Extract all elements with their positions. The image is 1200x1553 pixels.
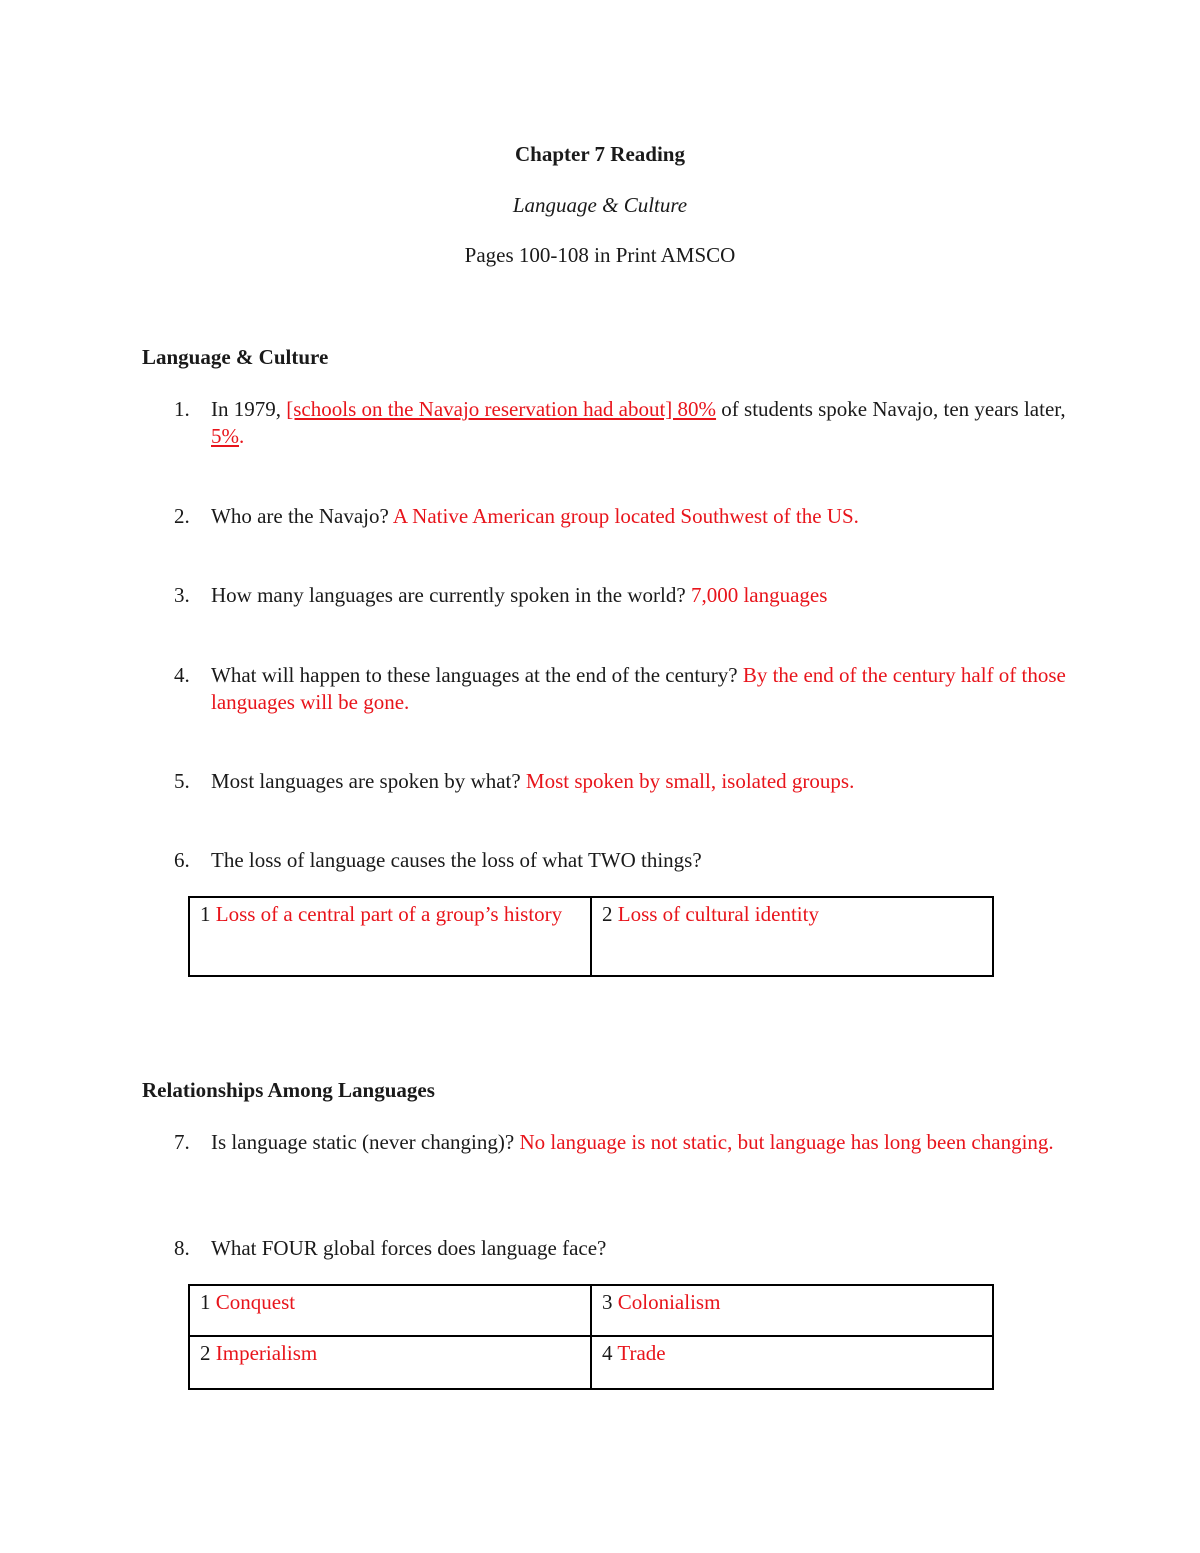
table-cell bbox=[591, 1285, 993, 1336]
cell-number: 4 bbox=[602, 1341, 618, 1365]
answer-table-four-forces bbox=[188, 1284, 994, 1390]
question-prompt: What will happen to these languages at the end of the century? bbox=[211, 663, 743, 687]
question-text bbox=[211, 503, 1071, 530]
question-number: 2. bbox=[174, 504, 190, 528]
cell-number: 2 bbox=[200, 1341, 216, 1365]
cell-number: 3 bbox=[602, 1290, 618, 1314]
answer-text: Most spoken by small, isolated groups. bbox=[525, 769, 855, 793]
answer-table-two-things bbox=[188, 896, 994, 977]
question-text bbox=[211, 662, 1071, 716]
section-heading-relationships: Relationships Among Languages bbox=[142, 1078, 435, 1102]
answer-period: . bbox=[239, 424, 245, 448]
table-row bbox=[189, 1336, 993, 1389]
question-text bbox=[211, 768, 1071, 795]
cell-number: 1 bbox=[200, 902, 216, 926]
answer-text: Loss of cultural identity bbox=[617, 902, 819, 926]
question-number: 8. bbox=[174, 1236, 190, 1260]
table-cell bbox=[189, 1285, 591, 1336]
question-prefix: In 1979, bbox=[211, 397, 287, 421]
section-heading-language-culture: Language & Culture bbox=[142, 345, 329, 369]
table-row bbox=[189, 1285, 993, 1336]
question-text bbox=[211, 1129, 1071, 1156]
question-text: The loss of language causes the loss of what TWO things? bbox=[211, 848, 702, 872]
table-row bbox=[189, 897, 993, 976]
table-cell bbox=[591, 897, 993, 976]
answer-text: A Native American group located Southwest of the US. bbox=[392, 504, 859, 528]
question-text: What FOUR global forces does language face? bbox=[211, 1236, 607, 1260]
answer-text: [schools on the Navajo reservation had about] 80% bbox=[286, 397, 717, 421]
answer-text: Colonialism bbox=[617, 1290, 721, 1314]
answer-text: Imperialism bbox=[215, 1341, 318, 1365]
question-number: 5. bbox=[174, 769, 190, 793]
question-prompt: Is language static (never changing)? bbox=[211, 1130, 520, 1154]
question-number: 6. bbox=[174, 848, 190, 872]
cell-number: 1 bbox=[200, 1290, 216, 1314]
question-number: 1. bbox=[174, 397, 190, 421]
question-middle: of students spoke Navajo, ten years later, bbox=[716, 397, 1066, 421]
table-cell bbox=[189, 897, 591, 976]
answer-text: Loss of a central part of a group’s history bbox=[215, 902, 563, 926]
question-text bbox=[211, 396, 1071, 450]
page-reference: Pages 100-108 in Print AMSCO bbox=[464, 243, 736, 267]
answer-text: No language is not static, but language has long been changing. bbox=[519, 1130, 1054, 1154]
question-prompt: Most languages are spoken by what? bbox=[211, 769, 526, 793]
answer-text: 5% bbox=[211, 424, 239, 448]
answer-text: Trade bbox=[617, 1341, 666, 1365]
cell-number: 2 bbox=[602, 902, 618, 926]
question-text bbox=[211, 582, 1071, 609]
document-title: Chapter 7 Reading bbox=[515, 142, 685, 166]
question-prompt: How many languages are currently spoken in the world? bbox=[211, 583, 691, 607]
document-subtitle: Language & Culture bbox=[512, 193, 688, 217]
table-cell bbox=[591, 1336, 993, 1389]
question-number: 4. bbox=[174, 663, 190, 687]
answer-text: Conquest bbox=[215, 1290, 296, 1314]
question-number: 3. bbox=[174, 583, 190, 607]
answer-text: 7,000 languages bbox=[690, 583, 828, 607]
question-prompt: Who are the Navajo? bbox=[211, 504, 393, 528]
answer-text: By the end of the century half of those languages will be gone. bbox=[211, 663, 1066, 714]
table-cell bbox=[189, 1336, 591, 1389]
question-number: 7. bbox=[174, 1130, 190, 1154]
